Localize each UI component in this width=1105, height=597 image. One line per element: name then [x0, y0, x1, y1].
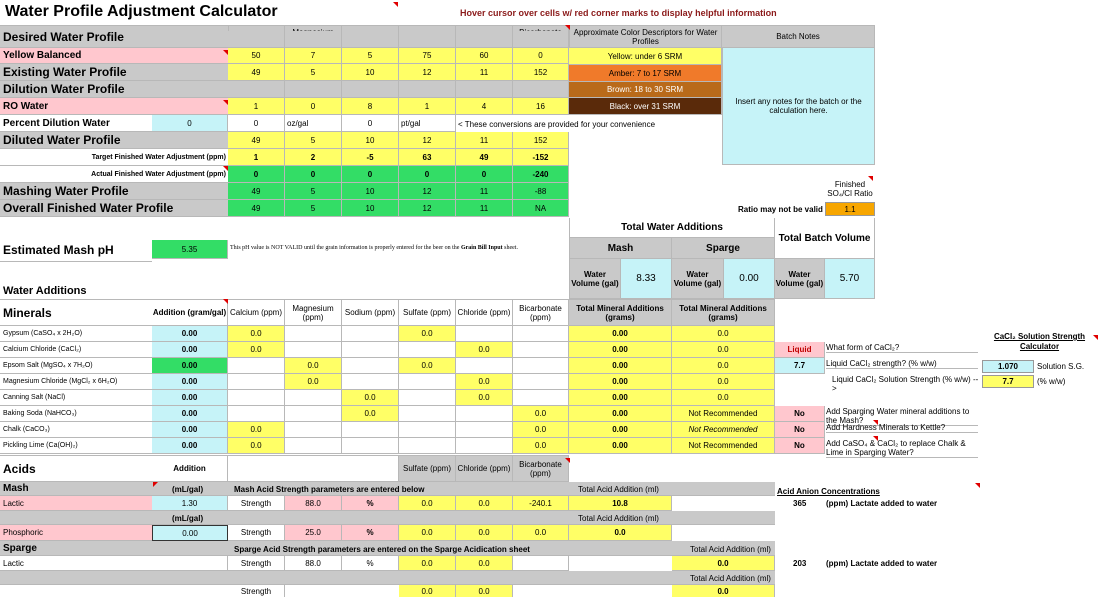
- mineral-chloride-header: Chloride (ppm): [456, 299, 513, 326]
- cacl-form-value[interactable]: Liquid: [775, 342, 825, 358]
- canning-salt-magnesium: [285, 390, 342, 406]
- actual-finished-adjustment-sulfate: 0: [399, 166, 456, 183]
- ratio-value: 1.1: [825, 202, 875, 216]
- mash-total-acid-label: Total Acid Addition (ml): [578, 485, 659, 494]
- chalk-name: Chalk (CaCO₃): [0, 422, 152, 438]
- pickling-lime-magnesium: [285, 438, 342, 454]
- sparge-lactic-addition: [152, 556, 228, 571]
- ro-water-bicarbonate[interactable]: 16: [513, 98, 569, 115]
- diluted-water-profile-calcium: 49: [228, 132, 285, 149]
- gypsum-sulfate: 0.0: [399, 326, 456, 342]
- desired-water-profile-bicarbonate: [513, 31, 569, 48]
- anion-sparge-value: 203: [793, 559, 807, 568]
- baking-soda-magnesium: [285, 406, 342, 422]
- sparge-volume-value: 0.00: [724, 259, 775, 299]
- cacl-strength-label: Liquid CaCl₂ strength? (% w/w): [826, 359, 978, 369]
- ro-water-magnesium[interactable]: 0: [285, 98, 342, 115]
- sparge-lactic-chloride: 0.0: [456, 556, 513, 571]
- comment-marker: [223, 50, 228, 55]
- comment-marker: [223, 166, 228, 171]
- existing-water-profile-sulfate: 12: [399, 64, 456, 81]
- ratio-warning: Ratio may not be valid: [738, 205, 823, 214]
- lactic-acid-name: Lactic: [0, 496, 152, 511]
- diluted-water-profile-label: Diluted Water Profile: [0, 132, 228, 149]
- phosphoric-strength-label: Strength: [228, 525, 285, 541]
- calcium-chloride-bicarbonate: [513, 342, 569, 358]
- target-finished-adjustment-magnesium: 2: [285, 149, 342, 166]
- acids-label: Acids: [0, 455, 152, 482]
- epsom-salt-sulfate: 0.0: [399, 358, 456, 374]
- acid-sulfate-header: Sulfate (ppm): [399, 455, 456, 482]
- ro-water-label: RO Water: [0, 98, 228, 115]
- ro-water-sodium[interactable]: 8: [342, 98, 399, 115]
- epsom-salt-name: Epsom Salt (MgSO₄ x 7H₂O): [0, 358, 152, 374]
- phosphoric-chloride: 0.0: [456, 525, 513, 541]
- magnesium-chloride-magnesium: 0.0: [285, 374, 342, 390]
- replace-chalk-lime-value[interactable]: No: [775, 438, 825, 454]
- epsom-salt-mash-total: 0.00: [569, 358, 672, 374]
- comment-marker: [565, 25, 570, 30]
- cacl-sg-input[interactable]: 1.070: [982, 360, 1034, 373]
- sparge-lactic-name: Lactic: [0, 556, 152, 571]
- target-finished-adjustment-sodium: -5: [342, 149, 399, 166]
- target-finished-adjustment-chloride: 49: [456, 149, 513, 166]
- desired-water-profile-sodium: [342, 31, 399, 48]
- canning-salt-addition-input[interactable]: 0.00: [152, 390, 228, 406]
- magnesium-chloride-calcium: [228, 374, 285, 390]
- calcium-chloride-chloride: 0.0: [456, 342, 513, 358]
- phosphoric-addition-input[interactable]: 0.00: [152, 525, 228, 541]
- calcium-chloride-mash-total: 0.00: [569, 342, 672, 358]
- comment-marker: [153, 482, 158, 487]
- comment-marker: [868, 176, 873, 181]
- ro-water-chloride[interactable]: 4: [456, 98, 513, 115]
- lactic-sulfate: 0.0: [399, 496, 456, 511]
- epsom-salt-addition-input[interactable]: 0.00: [152, 358, 228, 374]
- pickling-lime-calcium: 0.0: [228, 438, 285, 454]
- existing-water-profile-sodium: 10: [342, 64, 399, 81]
- magnesium-chloride-bicarbonate: [513, 374, 569, 390]
- existing-water-profile-bicarbonate: 152: [513, 64, 569, 81]
- yellow-balanced-magnesium[interactable]: 7: [285, 48, 342, 64]
- pickling-lime-sulfate: [399, 438, 456, 454]
- percent-dilution-water-sulfate: pt/gal: [399, 115, 456, 132]
- comment-marker: [975, 483, 980, 488]
- mash-ph-value: 5.35: [152, 240, 228, 259]
- canning-salt-sparge-total: 0.0: [672, 390, 775, 406]
- calcium-chloride-name: Calcium Chloride (CaCl₂): [0, 342, 152, 358]
- sparge-lactic-bicarbonate: [513, 556, 569, 571]
- mashing-water-profile-sulfate: 12: [399, 183, 456, 200]
- add-sparge-minerals-to-mash-label: Add Sparging Water mineral additions to the Mash?: [826, 407, 978, 426]
- chalk-bicarbonate: 0.0: [513, 422, 569, 438]
- percent-dilution-water-label: Percent Dilution Water: [0, 115, 152, 132]
- baking-soda-chloride: [456, 406, 513, 422]
- overall-finished-profile-bicarbonate: NA: [513, 200, 569, 217]
- dilution-water-profile-chloride: [456, 81, 513, 98]
- sparge-phosphoric-header-bar: [0, 571, 775, 585]
- phosphoric-unit: (mL/gal): [172, 514, 204, 523]
- chalk-sulfate: [399, 422, 456, 438]
- mash-ph-note: This pH value is NOT VALID until the grain information is properly entered for the beer on the Grain Bill Input sheet.: [230, 245, 518, 251]
- diluted-water-profile-bicarbonate: 152: [513, 132, 569, 149]
- baking-soda-bicarbonate: 0.0: [513, 406, 569, 422]
- comment-marker: [873, 436, 878, 441]
- add-hardness-to-kettle-label: Add Hardness Minerals to Kettle?: [826, 423, 978, 433]
- chalk-mash-total: 0.00: [569, 422, 672, 438]
- diluted-water-profile-chloride: 11: [456, 132, 513, 149]
- ro-water-calcium[interactable]: 1: [228, 98, 285, 115]
- existing-water-profile-label: Existing Water Profile: [0, 64, 228, 81]
- color-descriptor-header: Approximate Color Descriptors for Water Profiles: [569, 25, 722, 48]
- canning-salt-mash-total: 0.00: [569, 390, 672, 406]
- acid-header-spacer: [228, 455, 399, 482]
- actual-finished-adjustment-sodium: 0: [342, 166, 399, 183]
- baking-soda-sodium: 0.0: [342, 406, 399, 422]
- gypsum-magnesium: [285, 326, 342, 342]
- gypsum-sodium: [342, 326, 399, 342]
- magnesium-chloride-chloride: 0.0: [456, 374, 513, 390]
- desired-water-profile-label: Desired Water Profile: [0, 25, 228, 48]
- sparge-acid-strength-note: Sparge Acid Strength parameters are entered on the Sparge Acidication sheet: [234, 545, 530, 554]
- overall-finished-profile-label: Overall Finished Water Profile: [0, 200, 228, 217]
- sparge-lactic-total: 0.0: [672, 556, 775, 571]
- mashing-water-profile-label: Mashing Water Profile: [0, 183, 228, 200]
- sparge-partial-total: 0.0: [672, 585, 775, 597]
- mineral-sodium-header: Sodium (ppm): [342, 299, 399, 326]
- canning-salt-chloride: 0.0: [456, 390, 513, 406]
- lactic-total-acid: 10.8: [569, 496, 672, 511]
- conversion-note: < These conversions are provided for your convenience: [458, 120, 656, 129]
- baking-soda-name: Baking Soda (NaHCO₃): [0, 406, 152, 422]
- mineral-sulfate-header: Sulfate (ppm): [399, 299, 456, 326]
- magnesium-chloride-sulfate: [399, 374, 456, 390]
- lactic-bicarbonate: -240.1: [513, 496, 569, 511]
- diluted-water-profile-sodium: 10: [342, 132, 399, 149]
- sparge-lactic-strength-label: Strength: [228, 556, 285, 571]
- cacl-ww-label: (% w/w): [1037, 377, 1066, 386]
- acid-bicarbonate-header: Bicarbonate (ppm): [513, 455, 569, 482]
- comment-marker: [223, 100, 228, 105]
- total-mineral-mash-header: Total Mineral Additions (grams): [569, 299, 672, 326]
- yellow-balanced-calcium[interactable]: 50: [228, 48, 285, 64]
- actual-finished-adjustment-bicarbonate: -240: [513, 166, 569, 183]
- magnesium-chloride-name: Magnesium Chloride (MgCl₂ x 6H₂O): [0, 374, 152, 390]
- gypsum-addition-input[interactable]: 0.00: [152, 326, 228, 342]
- sparge-lactic-sulfate: 0.0: [399, 556, 456, 571]
- actual-finished-adjustment-label: Actual Finished Water Adjustment (ppm): [0, 166, 228, 183]
- add-hardness-to-kettle-value[interactable]: No: [775, 422, 825, 438]
- add-sparge-minerals-to-mash-value[interactable]: No: [775, 406, 825, 422]
- comment-marker: [1093, 335, 1098, 340]
- epsom-salt-bicarbonate: [513, 358, 569, 374]
- pickling-lime-sodium: [342, 438, 399, 454]
- calcium-chloride-sulfate: [399, 342, 456, 358]
- cacl-strength-value[interactable]: 7.7: [775, 358, 825, 374]
- target-finished-adjustment-sulfate: 63: [399, 149, 456, 166]
- lactic-chloride: 0.0: [456, 496, 513, 511]
- pickling-lime-name: Pickling Lime (Ca(OH)₂): [0, 438, 152, 454]
- batch-volume-value: 5.70: [825, 259, 875, 299]
- magnesium-chloride-mash-total: 0.00: [569, 374, 672, 390]
- gypsum-name: Gypsum (CaSO₄ x 2H₂O): [0, 326, 152, 342]
- mashing-water-profile-magnesium: 5: [285, 183, 342, 200]
- lactic-addition-input[interactable]: 1.30: [152, 496, 228, 511]
- baking-soda-addition-input[interactable]: 0.00: [152, 406, 228, 422]
- baking-soda-calcium: [228, 406, 285, 422]
- yellow-balanced-sodium[interactable]: 5: [342, 48, 399, 64]
- gypsum-chloride: [456, 326, 513, 342]
- mashing-water-profile-chloride: 11: [456, 183, 513, 200]
- sparge-lactic-percent: %: [342, 556, 399, 571]
- calcium-chloride-sparge-total: 0.0: [672, 342, 775, 358]
- epsom-salt-magnesium: 0.0: [285, 358, 342, 374]
- chalk-sodium: [342, 422, 399, 438]
- percent-dilution-water-magnesium: oz/gal: [285, 115, 342, 132]
- sparge-partial-strength: Strength: [228, 585, 285, 597]
- finished-ratio-label: Finished SO₄/Cl Ratio: [827, 180, 873, 198]
- comment-marker: [393, 2, 398, 7]
- phosphoric-bicarbonate: 0.0: [513, 525, 569, 541]
- batch-notes-header: Batch Notes: [722, 25, 875, 48]
- chalk-calcium: 0.0: [228, 422, 285, 438]
- chalk-sparge-total: Not Recommended: [672, 422, 775, 438]
- diluted-water-profile-magnesium: 5: [285, 132, 342, 149]
- sparge-lactic-strength: 88.0: [285, 556, 342, 571]
- yellow-balanced-sulfate[interactable]: 75: [399, 48, 456, 64]
- cacl-calculator-title: CaCl₂ Solution Strength Calculator: [993, 332, 1086, 351]
- mash-acid-section: Mash: [0, 482, 775, 496]
- yellow-balanced-bicarbonate[interactable]: 0: [513, 48, 569, 64]
- overall-finished-profile-sulfate: 12: [399, 200, 456, 217]
- gypsum-calcium: 0.0: [228, 326, 285, 342]
- percent-dilution-water-calcium: 0: [228, 115, 285, 132]
- addition-header: Addition (gram/gal): [152, 299, 228, 326]
- batch-volume-label: Water Volume (gal): [775, 259, 825, 299]
- epsom-salt-sparge-total: 0.0: [672, 358, 775, 374]
- anion-mash-text: (ppm) Lactate added to water: [826, 499, 938, 508]
- color-black: Black: over 31 SRM: [569, 98, 722, 115]
- page-title: Water Profile Adjustment Calculator: [5, 3, 278, 20]
- existing-water-profile-chloride: 11: [456, 64, 513, 81]
- mineral-bicarbonate-header: Bicarbonate (ppm): [513, 299, 569, 326]
- existing-water-profile-calcium: 49: [228, 64, 285, 81]
- ro-water-sulfate[interactable]: 1: [399, 98, 456, 115]
- total-batch-volume-header: Total Batch Volume: [775, 218, 875, 259]
- cacl-ww-value: 7.7: [982, 375, 1034, 388]
- phosphoric-strength-input[interactable]: 25.0: [285, 525, 342, 541]
- target-finished-adjustment-bicarbonate: -152: [513, 149, 569, 166]
- cacl-solution-strength-label: Liquid CaCl₂ Solution Strength (% w/w) -->: [832, 375, 979, 393]
- lactic-strength-input[interactable]: 88.0: [285, 496, 342, 511]
- gypsum-bicarbonate: [513, 326, 569, 342]
- hover-hint: Hover cursor over cells w/ red corner marks to display helpful information: [460, 8, 777, 18]
- sparge-total-acid-label: Total Acid Addition (ml): [690, 545, 771, 554]
- mash-header: Mash: [569, 238, 672, 259]
- overall-finished-profile-chloride: 11: [456, 200, 513, 217]
- mashing-water-profile-calcium: 49: [228, 183, 285, 200]
- dilution-water-profile-magnesium: [285, 81, 342, 98]
- dilution-water-profile-sulfate: [399, 81, 456, 98]
- sparge-partial-chloride: 0.0: [456, 585, 513, 597]
- pickling-lime-mash-total: 0.00: [569, 438, 672, 454]
- sparge-volume-label: Water Volume (gal): [672, 259, 724, 299]
- color-yellow: Yellow: under 6 SRM: [569, 48, 722, 65]
- phosphoric-sulfate: 0.0: [399, 525, 456, 541]
- mash-acid-strength-note: Mash Acid Strength parameters are entered below: [234, 485, 425, 494]
- desired-water-profile-magnesium: [285, 31, 342, 48]
- anion-mash-value: 365: [793, 499, 807, 508]
- calcium-chloride-magnesium: [285, 342, 342, 358]
- percent-dilution-input[interactable]: 0: [152, 115, 228, 132]
- mineral-calcium-header: Calcium (ppm): [228, 299, 285, 326]
- canning-salt-bicarbonate: [513, 390, 569, 406]
- overall-finished-profile-calcium: 49: [228, 200, 285, 217]
- baking-soda-sparge-total: Not Recommended: [672, 406, 775, 422]
- epsom-salt-chloride: [456, 358, 513, 374]
- calcium-chloride-addition-input[interactable]: 0.00: [152, 342, 228, 358]
- sparge-total-acid-label-2: Total Acid Addition (ml): [690, 574, 771, 583]
- mashing-water-profile-bicarbonate: -88: [513, 183, 569, 200]
- color-amber: Amber: 7 to 17 SRM: [569, 65, 722, 82]
- desired-water-profile-sulfate: [399, 31, 456, 48]
- target-finished-adjustment-label: Target Finished Water Adjustment (ppm): [0, 149, 228, 166]
- chalk-magnesium: [285, 422, 342, 438]
- gypsum-mash-total: 0.00: [569, 326, 672, 342]
- dilution-water-profile-calcium: [228, 81, 285, 98]
- canning-salt-calcium: [228, 390, 285, 406]
- percent-dilution-water-sodium: 0: [342, 115, 399, 132]
- acid-anion-title: Acid Anion Concentrations: [777, 487, 880, 496]
- magnesium-chloride-sodium: [342, 374, 399, 390]
- canning-salt-sulfate: [399, 390, 456, 406]
- cacl-sg-label: Solution S.G.: [1037, 362, 1085, 371]
- epsom-salt-calcium: [228, 358, 285, 374]
- phosphoric-total-acid-label: Total Acid Addition (ml): [578, 514, 659, 523]
- overall-finished-profile-sodium: 10: [342, 200, 399, 217]
- actual-finished-adjustment-calcium: 0: [228, 166, 285, 183]
- pickling-lime-addition-input[interactable]: 0.00: [152, 438, 228, 454]
- chalk-chloride: [456, 422, 513, 438]
- total-mineral-sparge-header: Total Mineral Additions (grams): [672, 299, 775, 326]
- baking-soda-sulfate: [399, 406, 456, 422]
- mash-volume-label: Water Volume (gal): [569, 259, 621, 299]
- comment-marker: [223, 299, 228, 304]
- magnesium-chloride-sparge-total: 0.0: [672, 374, 775, 390]
- yellow-balanced-chloride[interactable]: 60: [456, 48, 513, 64]
- minerals-label: Minerals: [0, 299, 152, 326]
- comment-marker: [873, 420, 878, 425]
- acid-chloride-header: Chloride (ppm): [456, 455, 513, 482]
- existing-water-profile-magnesium: 5: [285, 64, 342, 81]
- dilution-water-profile-label: Dilution Water Profile: [0, 81, 228, 98]
- actual-finished-adjustment-chloride: 0: [456, 166, 513, 183]
- yellow-balanced-label: Yellow Balanced: [0, 48, 228, 64]
- phosphoric-total-acid: 0.0: [569, 525, 672, 541]
- mash-acid-unit: (mL/gal): [172, 485, 204, 494]
- pickling-lime-bicarbonate: 0.0: [513, 438, 569, 454]
- phosphoric-acid-name: Phosphoric: [0, 525, 152, 541]
- sparge-acid-section: Sparge: [0, 541, 775, 556]
- desired-water-profile-chloride: [456, 31, 513, 48]
- pickling-lime-sparge-total: Not Recommended: [672, 438, 775, 454]
- pickling-lime-chloride: [456, 438, 513, 454]
- cacl-form-label: What form of CaCl₂?: [826, 343, 978, 353]
- actual-finished-adjustment-magnesium: 0: [285, 166, 342, 183]
- mineral-magnesium-header: Magnesium (ppm): [285, 299, 342, 326]
- chalk-addition-input[interactable]: 0.00: [152, 422, 228, 438]
- replace-chalk-lime-label: Add CaSO₄ & CaCl₂ to replace Chalk & Lime in Sparging Water?: [826, 439, 978, 458]
- diluted-water-profile-sulfate: 12: [399, 132, 456, 149]
- water-additions-label: Water Additions: [3, 285, 87, 297]
- dilution-water-profile-sodium: [342, 81, 399, 98]
- epsom-salt-sodium: [342, 358, 399, 374]
- anion-sparge-text: (ppm) Lactate added to water: [826, 559, 938, 568]
- lactic-percent: %: [342, 496, 399, 511]
- phosphoric-percent: %: [342, 525, 399, 541]
- overall-finished-profile-magnesium: 5: [285, 200, 342, 217]
- desired-water-profile-calcium: [228, 31, 285, 48]
- mash-volume-value: 8.33: [621, 259, 672, 299]
- mash-ph-label: Estimated Mash pH: [0, 238, 152, 262]
- dilution-water-profile-bicarbonate: [513, 81, 569, 98]
- calcium-chloride-calcium: 0.0: [228, 342, 285, 358]
- calcium-chloride-sodium: [342, 342, 399, 358]
- sparge-partial-sulfate: 0.0: [399, 585, 456, 597]
- canning-salt-sodium: 0.0: [342, 390, 399, 406]
- comment-marker: [565, 458, 570, 463]
- lactic-strength-label: Strength: [228, 496, 285, 511]
- target-finished-adjustment-calcium: 1: [228, 149, 285, 166]
- magnesium-chloride-addition-input[interactable]: 0.00: [152, 374, 228, 390]
- gypsum-sparge-total: 0.0: [672, 326, 775, 342]
- acid-addition-header: Addition: [152, 455, 228, 482]
- total-water-additions-header: Total Water Additions: [569, 218, 775, 238]
- sparge-header: Sparge: [672, 238, 775, 259]
- canning-salt-name: Canning Salt (NaCl): [0, 390, 152, 406]
- batch-notes-input[interactable]: Insert any notes for the batch or the calculation here.: [722, 48, 875, 165]
- color-brown: Brown: 18 to 30 SRM: [569, 82, 722, 98]
- baking-soda-mash-total: 0.00: [569, 406, 672, 422]
- mashing-water-profile-sodium: 10: [342, 183, 399, 200]
